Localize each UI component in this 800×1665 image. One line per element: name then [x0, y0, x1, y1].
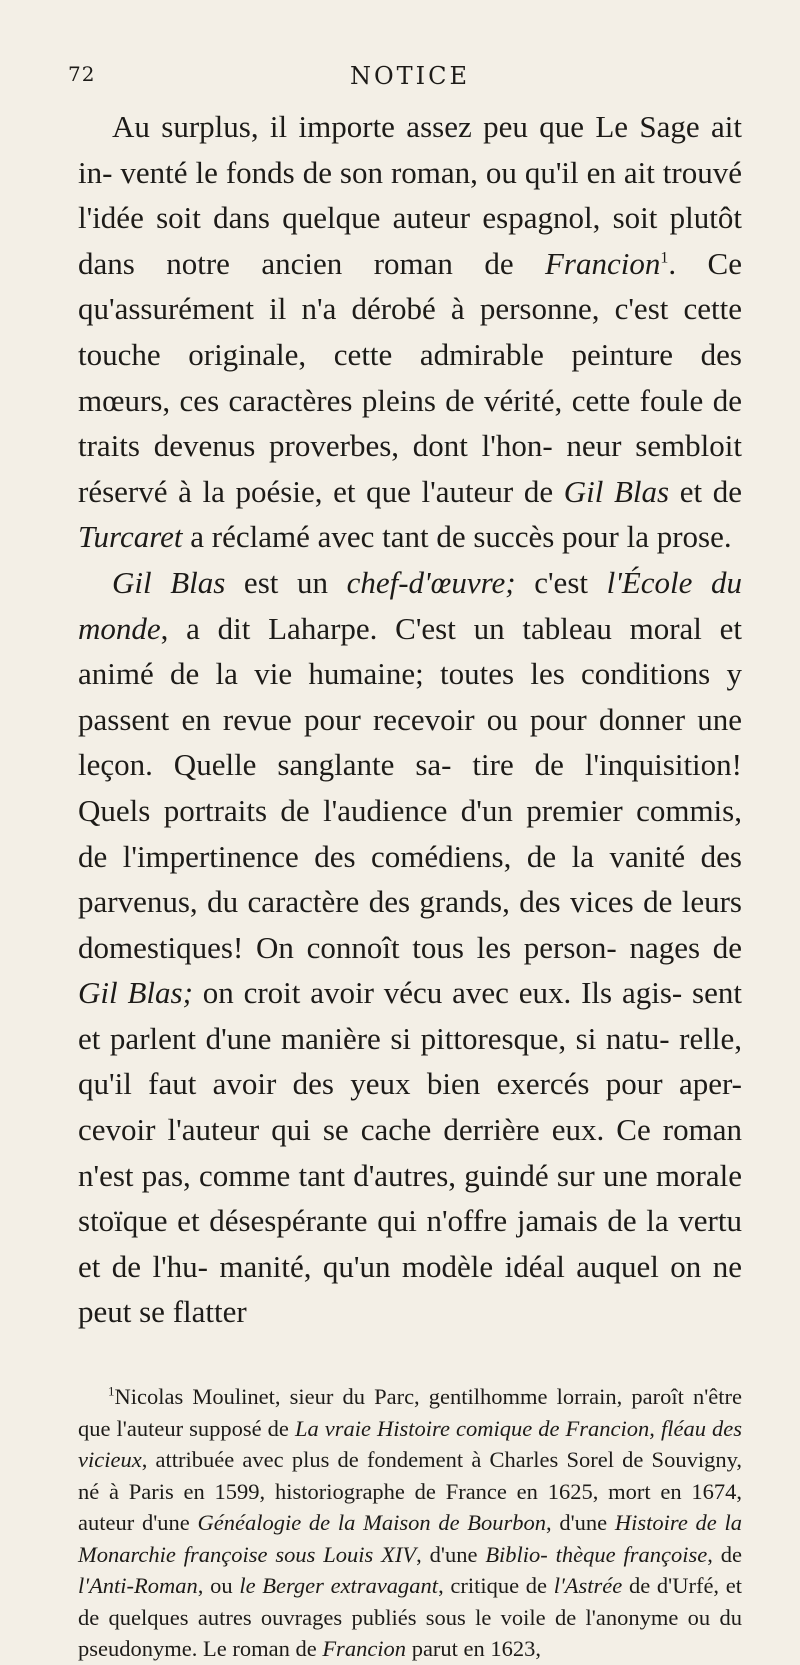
title-genealogie: Généalogie de la Maison de Bourbon: [197, 1510, 547, 1536]
title-anti-roman: l'Anti-Roman: [78, 1573, 198, 1599]
quote-chef-d-oeuvre: chef-d'œuvre;: [346, 564, 516, 600]
text-run: c'est: [515, 564, 607, 600]
running-title: NOTICE: [349, 62, 471, 90]
text-run: . Ce qu'assurément il n'a dérobé à personne, c'est cette touche originale, cette admirable peinture des mœurs, ces caractères pleins de vérité, cette foule de traits devenus proverbes, dont l'hon- neur sembloit réservé à la poésie, et que l'auteur de: [78, 245, 742, 509]
text-run: , attribuée avec plus de fondement à Charles Sorel de Souvigny, né à Paris en 1599, historiographe de France en 1625, mort en 1674, auteur d'une: [78, 1447, 742, 1536]
text-run: , de: [707, 1541, 743, 1567]
page-number: 72: [68, 62, 96, 86]
title-gil-blas: Gil Blas: [112, 564, 226, 600]
text-run: est un: [225, 564, 347, 600]
footnotes: [78, 1381, 742, 1665]
paragraph-2: [78, 560, 742, 1335]
title-bibliotheque: Biblio- thèque françoise: [485, 1541, 708, 1567]
text-run: , d'une: [416, 1541, 486, 1567]
footnote-ref-1: 1: [660, 249, 669, 267]
title-gil-blas: Gil Blas: [563, 473, 670, 509]
paragraph-1: [78, 104, 742, 560]
text-run: Nicolas Moulinet, sieur du Parc, gentilhomme lorrain, paroît n'être que l'auteur supposé de: [78, 1384, 742, 1441]
main-text: [78, 104, 742, 1335]
text-run: , d'une: [546, 1510, 615, 1536]
footnote-1: [78, 1381, 742, 1665]
title-gil-blas: Gil Blas;: [78, 975, 193, 1011]
text-run: a réclamé avec tant de succès pour la prose.: [182, 519, 732, 555]
title-histoire-monarchie: Histoire de la Monarchie françoise sous Louis XIV: [78, 1510, 743, 1567]
title-francion: Francion: [322, 1636, 407, 1662]
quote-ecole-du-monde: l'École du monde: [78, 564, 743, 646]
text-run: , critique de: [438, 1573, 554, 1599]
text-run: parut en 1623,: [406, 1636, 542, 1662]
text-run: Au surplus, il importe assez peu que Le Sage ait in- venté le fonds de son roman, ou qu'il en ait trouvé l'idée soit dans quelque auteur espagnol, soit plutôt dans notre ancien roman de: [78, 109, 742, 281]
book-page: [0, 62, 800, 1662]
text-run: , a dit Laharpe. C'est un tableau moral et animé de la vie humaine; toutes les conditions y passent en revue pour recevoir ou pour donner une leçon. Quelle sanglante sa- tire de l'inquisition! Quels portraits de l'audience d'un premier commis, de l'impertinence des comédiens, de la vanité des parvenus, du caractère des grands, des vices de leurs domestiques! On connoît tous les person- nages de: [78, 610, 742, 965]
text-run: on croit avoir vécu avec eux. Ils agis- sent et parlent d'une manière si pittoresque, si natu- relle, qu'il faut avoir des yeux bien exercés pour aper- cevoir l'auteur qui se cache derrière eux. Ce roman n'est pas, comme tant d'autres, guindé sur une morale stoïque et désespérante qui n'offre jamais de la vertu et de l'hu- manité, qu'un modèle idéal auquel on ne peut se flatter: [78, 975, 742, 1330]
running-head: [68, 62, 742, 102]
title-turcaret: Turcaret: [78, 519, 183, 555]
title-astree: l'Astrée: [553, 1573, 623, 1599]
title-berger-extravagant: le Berger extravagant: [239, 1573, 439, 1599]
text-run: de d'Urfé, et de quelques autres ouvrages publiés sous le voile de l'anonyme ou du pseudonyme. Le roman de: [78, 1573, 742, 1662]
title-francion: Francion: [545, 245, 661, 281]
footnote-marker-1: 1: [108, 1383, 115, 1399]
title-vraie-histoire: La vraie Histoire comique de Francion, fléau des vicieux: [78, 1415, 742, 1473]
text-run: et de: [669, 473, 743, 509]
text-run: , ou: [197, 1573, 240, 1599]
